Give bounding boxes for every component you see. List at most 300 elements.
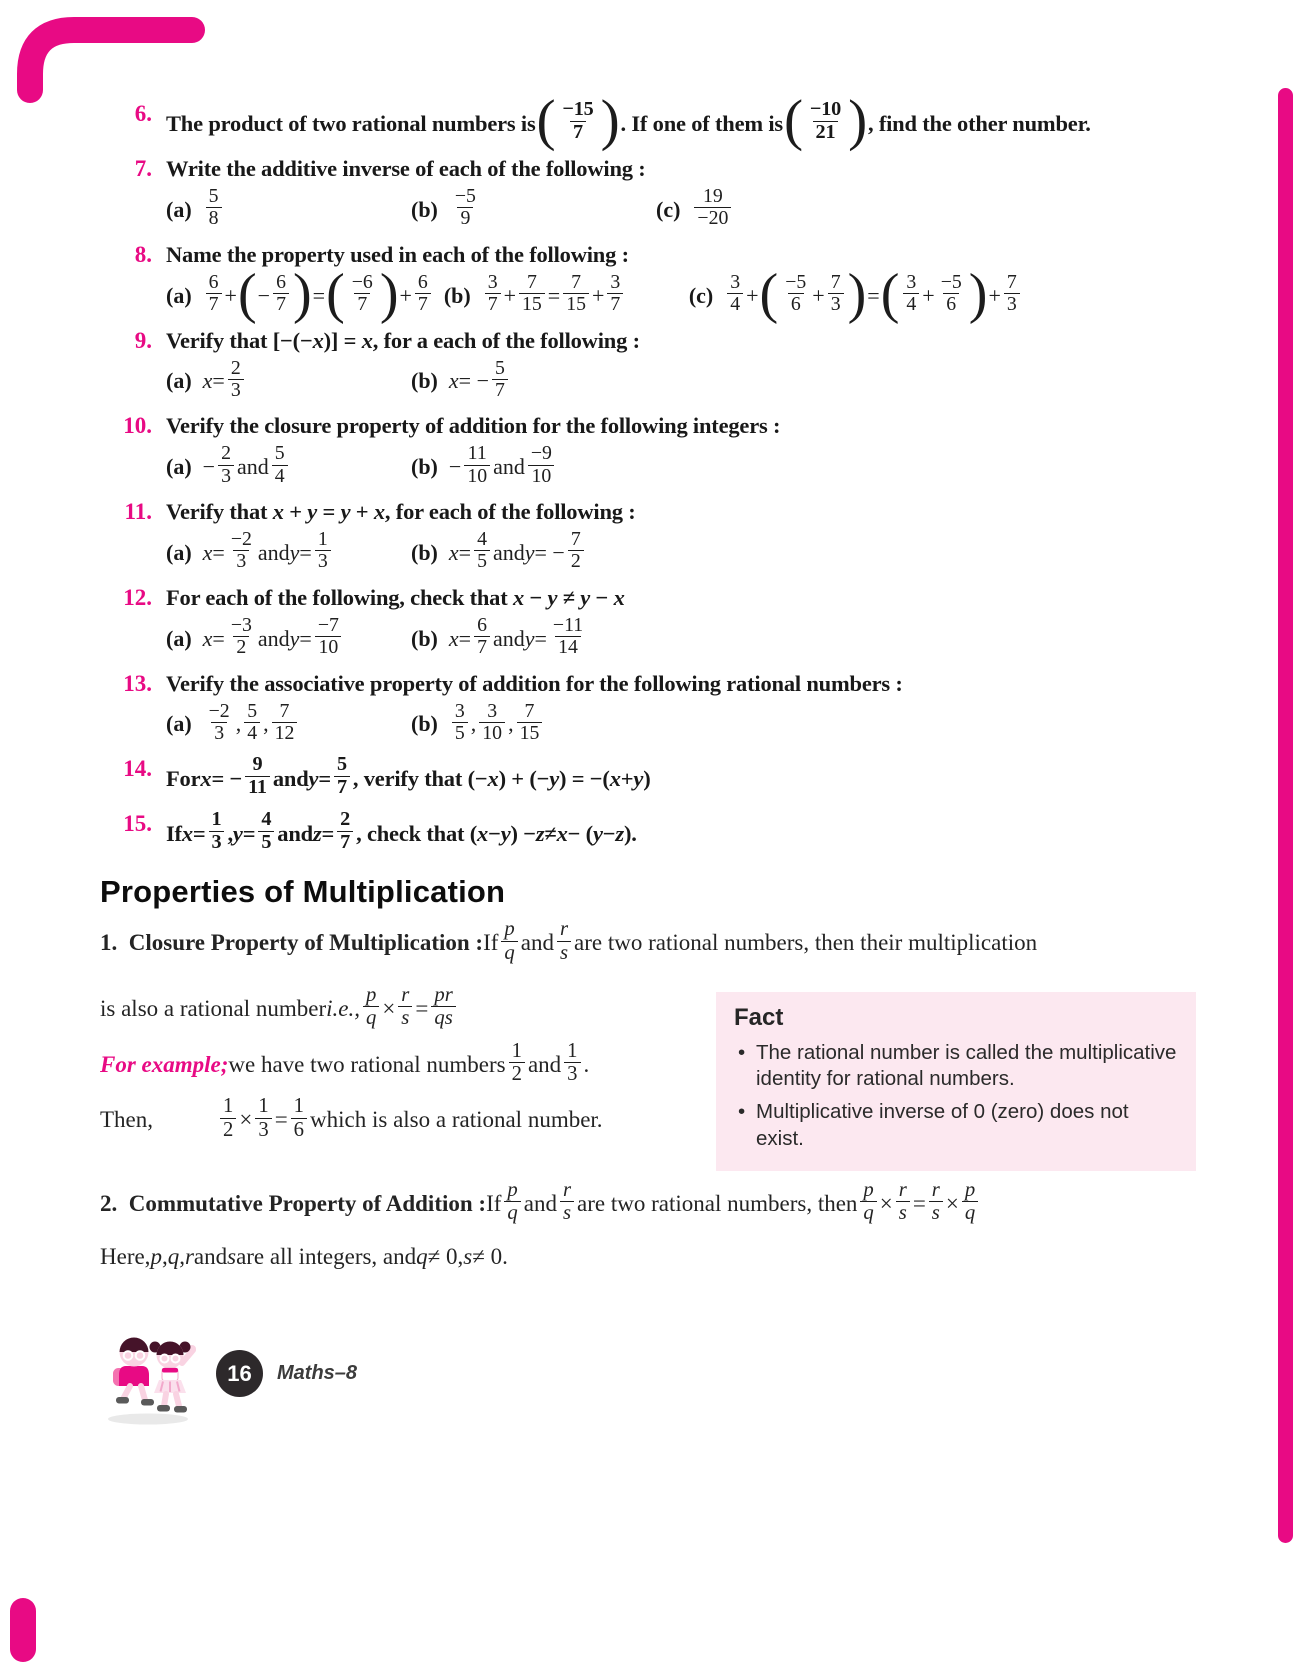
math-text: x bbox=[609, 765, 621, 791]
section-heading: Properties of Multiplication bbox=[100, 874, 506, 910]
math-text: = bbox=[458, 539, 472, 565]
question-content bbox=[166, 241, 1236, 325]
math-text: and bbox=[492, 625, 525, 651]
question-content bbox=[166, 89, 1236, 153]
fraction: −10 21 bbox=[809, 97, 842, 143]
math-text: + bbox=[283, 499, 308, 524]
math-text: , bbox=[263, 711, 269, 737]
question-item bbox=[411, 185, 656, 232]
fraction: 6 7 bbox=[206, 272, 222, 316]
question-item bbox=[411, 613, 656, 661]
math-text: = bbox=[547, 282, 561, 308]
math-text: x bbox=[556, 820, 568, 846]
closure-property-line-1 bbox=[100, 920, 1236, 966]
question-number: 11. bbox=[124, 499, 152, 524]
item-math: 3 4 + ( −5 6 + $\frac{7}{3}$ ) = ( 3 4 + $\frac{-5}{6}$ ) + $\frac{7}{3}$ bbox=[724, 274, 1023, 318]
item-label: (a) bbox=[166, 711, 192, 737]
item-label: (b) bbox=[411, 196, 438, 222]
fraction: $\frac{2}{3}$ bbox=[218, 443, 234, 487]
question-number: 8. bbox=[134, 241, 152, 267]
fact-box bbox=[716, 992, 1196, 1171]
math-text: p bbox=[150, 1243, 162, 1269]
fraction: $\frac{9}{11}$ bbox=[245, 754, 270, 799]
two-column-area bbox=[100, 976, 1236, 1171]
fraction: $\frac{1}{2}$ bbox=[220, 1095, 236, 1141]
question-row bbox=[100, 584, 1236, 661]
page-number-badge: 16 bbox=[216, 1350, 263, 1397]
right-column bbox=[716, 992, 1196, 1171]
fraction: $\frac{-5}{6}$ bbox=[940, 270, 962, 316]
math-text: y bbox=[500, 820, 511, 846]
question-item bbox=[166, 185, 411, 232]
math-text: = bbox=[867, 282, 880, 308]
question-content bbox=[166, 807, 1236, 856]
math-text: , bbox=[235, 711, 242, 737]
math-text: − bbox=[524, 584, 548, 610]
here-integers-line bbox=[100, 1237, 1236, 1277]
math-text: Verify that [−(− bbox=[166, 327, 313, 353]
math-text: and bbox=[520, 930, 554, 956]
math-text: and bbox=[523, 1190, 557, 1216]
question-item bbox=[411, 442, 656, 489]
item-label: (b) bbox=[411, 711, 438, 737]
fraction: $\frac{p}{q}$ bbox=[860, 1179, 876, 1225]
math-text: − bbox=[488, 820, 501, 846]
math-text: y bbox=[633, 765, 644, 791]
item-math bbox=[448, 613, 589, 661]
math-text: ≠ 0, bbox=[427, 1243, 464, 1269]
item-math bbox=[202, 356, 247, 404]
fact-bullet: • Multiplicative inverse of 0 (zero) does not exist. bbox=[756, 1099, 1178, 1151]
fraction: $\frac{11}{10}$ bbox=[464, 443, 490, 487]
math-text: Name the property used in each of the following : bbox=[166, 241, 629, 267]
math-text: are two rational numbers, then bbox=[577, 1190, 858, 1216]
math-text: ≠ 0. bbox=[472, 1243, 508, 1269]
question-content bbox=[166, 498, 1236, 575]
item-math bbox=[482, 270, 627, 318]
math-text: z bbox=[615, 820, 624, 846]
math-text: s bbox=[463, 1243, 473, 1269]
questions bbox=[100, 89, 1236, 856]
math-text: i.e., bbox=[326, 995, 360, 1021]
question-lead: The product of two rational numbers is ( −15 7 ) . If one of them is ( −10 21 ) , find the other number. bbox=[166, 89, 1091, 153]
math-text: + bbox=[922, 282, 935, 308]
item-label: (a) bbox=[166, 454, 192, 480]
math-text: z bbox=[312, 820, 322, 846]
question-lead bbox=[166, 807, 1236, 856]
fraction: $\frac{2}{3}$ bbox=[228, 358, 244, 402]
fraction: 19 −20 bbox=[694, 186, 731, 230]
math-text: and bbox=[236, 454, 269, 480]
math-text: . bbox=[583, 1051, 590, 1077]
item-math: 6 7 + ( − $\frac{6}{7}$ ) = ( −6 7 ) + $\frac{6}{7}$ bbox=[203, 274, 434, 318]
math-text: x bbox=[487, 765, 499, 791]
math-text: = bbox=[274, 1107, 288, 1133]
question-item bbox=[411, 356, 656, 404]
fraction: $\frac{1}{6}$ bbox=[291, 1095, 307, 1141]
math-text: × bbox=[879, 1190, 893, 1216]
fraction: $\frac{r}{s}$ bbox=[929, 1179, 943, 1225]
fraction: −5 9 bbox=[454, 185, 476, 230]
question-number: 7. bbox=[134, 156, 152, 181]
item-math bbox=[448, 528, 587, 575]
math-text: If bbox=[483, 930, 499, 956]
math-text: × bbox=[239, 1107, 253, 1133]
math-text: is also a rational number bbox=[100, 995, 327, 1021]
question-title bbox=[166, 327, 1236, 354]
math-text: y bbox=[592, 820, 603, 846]
math-text: − bbox=[448, 454, 462, 480]
question-item bbox=[166, 442, 411, 489]
question-item bbox=[166, 528, 411, 575]
fraction: −6 7 bbox=[351, 270, 373, 316]
question-row bbox=[100, 155, 1236, 232]
fraction: $\frac{r}{s}$ bbox=[398, 984, 412, 1030]
question-row bbox=[100, 89, 1236, 153]
question-content bbox=[166, 327, 1236, 404]
math-text: = bbox=[242, 820, 256, 846]
math-text: ) − bbox=[510, 820, 536, 846]
math-text: and bbox=[257, 539, 290, 565]
book-title: Maths–8 bbox=[277, 1362, 358, 1385]
item-label: (c) bbox=[688, 282, 714, 308]
question-item bbox=[411, 528, 656, 575]
example-line bbox=[100, 1039, 702, 1088]
math-text: x bbox=[613, 584, 625, 610]
commutative-property-line bbox=[100, 1178, 1236, 1227]
math-text: y bbox=[580, 584, 591, 610]
question-number: 6. bbox=[134, 101, 152, 126]
math-text: 1. Closure Property of Multiplication : bbox=[100, 930, 484, 956]
math-text: Then, bbox=[100, 1107, 154, 1133]
fraction: $\frac{-2}{3}$ bbox=[230, 528, 252, 573]
item-math bbox=[449, 185, 482, 232]
fraction: $\frac{6}{7}$ bbox=[474, 615, 490, 659]
math-text: x bbox=[448, 539, 459, 565]
math-text: Here, bbox=[100, 1243, 151, 1269]
math-text: ) = −( bbox=[559, 765, 610, 791]
math-text: and bbox=[493, 454, 525, 480]
math-text: + bbox=[620, 765, 634, 791]
fraction: r s bbox=[557, 918, 571, 964]
question-items bbox=[166, 442, 1236, 489]
fraction: 3 4 bbox=[903, 272, 919, 316]
left-column bbox=[100, 976, 702, 1153]
math-text: ≠ bbox=[544, 820, 557, 846]
math-text: we have two rational numbers bbox=[228, 1051, 506, 1077]
question-items bbox=[166, 613, 1236, 661]
item-math bbox=[449, 699, 545, 747]
page-footer bbox=[100, 1323, 1236, 1425]
question-item bbox=[411, 699, 656, 747]
fraction: 3 7 bbox=[485, 272, 501, 316]
fraction: $\frac{3}{7}$ bbox=[607, 272, 623, 316]
fraction: −15 7 bbox=[562, 97, 594, 143]
question-number: 15. bbox=[123, 811, 152, 837]
item-label: (a) bbox=[166, 625, 192, 651]
math-text: y bbox=[524, 539, 535, 565]
math-text: , check that ( bbox=[356, 820, 478, 846]
fact-bullet-list bbox=[734, 1040, 1178, 1152]
math-text: q bbox=[167, 1243, 180, 1269]
fact-title: Fact bbox=[734, 1003, 784, 1031]
math-text: − bbox=[590, 584, 614, 610]
question-item bbox=[166, 613, 411, 661]
question-item bbox=[166, 356, 411, 404]
math-text: x bbox=[361, 327, 373, 353]
fraction: $\frac{7}{15}$ bbox=[519, 272, 545, 316]
math-text: = bbox=[415, 995, 429, 1021]
math-text: are two rational numbers, then their multiplication bbox=[574, 930, 1038, 956]
math-text: and bbox=[257, 625, 290, 651]
then-line bbox=[100, 1097, 702, 1143]
fraction: $\frac{-7}{10}$ bbox=[315, 615, 342, 659]
math-text: = − bbox=[458, 368, 489, 394]
math-text: Verify that bbox=[166, 499, 273, 524]
math-text: If bbox=[486, 1190, 502, 1216]
fraction: 1 2 bbox=[509, 1040, 525, 1086]
question-number: 10. bbox=[123, 413, 152, 439]
math-text: and bbox=[492, 539, 525, 565]
math-text: = bbox=[192, 820, 206, 846]
question-items bbox=[166, 185, 1236, 232]
fraction: 3 4 bbox=[727, 272, 743, 316]
math-text: + bbox=[592, 282, 605, 308]
fraction: $\frac{7}{3}$ bbox=[1004, 272, 1020, 316]
math-text: = bbox=[312, 282, 326, 308]
math-text: y bbox=[340, 499, 351, 524]
math-text: are all integers, and bbox=[236, 1243, 417, 1269]
question-items bbox=[166, 699, 1236, 747]
math-text: y bbox=[307, 499, 318, 524]
math-text: Verify the associative property of addition for the following rational numbers : bbox=[166, 670, 903, 696]
question-item bbox=[166, 262, 444, 325]
math-text: y bbox=[289, 625, 300, 651]
question-row bbox=[100, 327, 1236, 404]
fraction: $\frac{1}{3}$ bbox=[255, 1095, 271, 1141]
item-label: (a) bbox=[166, 368, 192, 394]
fraction: $\frac{-11}{14}$ bbox=[552, 613, 584, 659]
math-text: = bbox=[321, 820, 335, 846]
question-item bbox=[656, 185, 901, 232]
fraction: $\frac{4}{5}$ bbox=[474, 529, 490, 573]
math-text: y bbox=[308, 765, 319, 791]
math-text: = bbox=[212, 368, 225, 394]
math-text: q bbox=[416, 1243, 428, 1269]
math-text: x bbox=[272, 499, 284, 524]
question-title bbox=[166, 498, 1236, 525]
math-text: y bbox=[549, 765, 560, 791]
math-text: = bbox=[318, 765, 331, 791]
item-math bbox=[203, 699, 301, 747]
question-item bbox=[443, 270, 689, 318]
math-text: . If one of them is bbox=[620, 110, 783, 136]
math-text: , bbox=[179, 1243, 185, 1269]
math-text: , bbox=[161, 1243, 168, 1269]
math-text: , bbox=[227, 820, 233, 846]
math-text: × bbox=[382, 995, 396, 1021]
question-item bbox=[688, 262, 1033, 325]
math-text: x bbox=[512, 584, 525, 610]
math-text: For example; bbox=[100, 1051, 229, 1077]
math-text: , bbox=[470, 711, 477, 737]
question-number: 13. bbox=[123, 670, 152, 696]
question-title bbox=[166, 155, 1236, 182]
math-text: Verify the closure property of addition for the following integers : bbox=[166, 413, 781, 439]
math-text: − bbox=[257, 282, 271, 308]
math-text: x bbox=[200, 765, 212, 791]
math-text: For bbox=[166, 765, 201, 791]
fraction: $\frac{2}{7}$ bbox=[337, 809, 353, 854]
question-title bbox=[166, 584, 1236, 611]
question-content bbox=[166, 752, 1236, 801]
math-text: ). bbox=[623, 820, 637, 846]
math-text: = bbox=[299, 539, 312, 565]
fraction: −5 6 bbox=[785, 270, 807, 316]
math-text: y bbox=[289, 539, 300, 565]
fraction: $\frac{1}{3}$ bbox=[315, 529, 331, 573]
math-text: Write the additive inverse of each of the following : bbox=[166, 156, 646, 181]
question-row bbox=[100, 752, 1236, 801]
math-text: − bbox=[202, 454, 216, 480]
math-text: z bbox=[535, 820, 545, 846]
math-text: ≠ bbox=[557, 584, 581, 610]
math-text: and bbox=[277, 820, 313, 846]
math-text: and bbox=[193, 1243, 228, 1269]
math-text: and bbox=[527, 1051, 562, 1077]
fraction: $\frac{7}{3}$ bbox=[828, 272, 844, 316]
fraction: $\frac{6}{7}$ bbox=[415, 272, 431, 316]
fraction: −9 10 bbox=[528, 443, 555, 487]
question-number: 12. bbox=[123, 584, 152, 610]
item-label: (a) bbox=[166, 196, 192, 222]
item-label: (b) bbox=[411, 625, 438, 651]
math-text: + bbox=[746, 282, 759, 308]
fraction: $\frac{pr}{qs}$ bbox=[431, 984, 455, 1030]
question-row bbox=[100, 412, 1236, 489]
question-items bbox=[166, 528, 1236, 575]
fraction: $\frac{4}{5}$ bbox=[258, 809, 274, 854]
question-items bbox=[166, 356, 1236, 404]
item-label: (a) bbox=[166, 539, 192, 565]
item-label: (b) bbox=[411, 539, 438, 565]
math-text: = bbox=[912, 1190, 926, 1216]
fraction: 3 10 bbox=[479, 701, 505, 745]
math-text: + bbox=[350, 499, 374, 524]
fraction: 7 12 bbox=[272, 701, 298, 745]
math-text: and bbox=[272, 765, 309, 791]
question-row bbox=[100, 670, 1236, 747]
corner-decoration-bottom-left bbox=[10, 1598, 36, 1662]
question-row bbox=[100, 498, 1236, 575]
math-text: , find the other number. bbox=[867, 110, 1091, 136]
math-text: The product of two rational numbers is bbox=[166, 110, 536, 136]
item-label: (b) bbox=[443, 282, 471, 308]
fraction: $\frac{p}{q}$ bbox=[363, 984, 379, 1030]
fraction: $\frac{r}{s}$ bbox=[896, 1179, 910, 1225]
math-text: + bbox=[399, 282, 412, 308]
math-text: = bbox=[317, 499, 341, 524]
math-text: x bbox=[202, 625, 213, 651]
math-text: x bbox=[202, 368, 213, 394]
math-text: − ( bbox=[567, 820, 593, 846]
math-text: y bbox=[547, 584, 558, 610]
question-content bbox=[166, 670, 1236, 747]
fraction: p q bbox=[501, 918, 517, 964]
item-math bbox=[448, 442, 558, 489]
math-text: = bbox=[212, 539, 225, 565]
question-number: 9. bbox=[134, 327, 152, 353]
math-text: = bbox=[212, 625, 225, 651]
fact-bullet: • The rational number is called the multiplicative identity for rational numbers. bbox=[756, 1040, 1178, 1092]
fraction: 5 8 bbox=[206, 186, 222, 230]
math-text: , for each of the following : bbox=[384, 499, 636, 524]
item-math bbox=[448, 356, 511, 404]
math-text: , verify that (− bbox=[352, 765, 488, 791]
math-text: which is also a rational number. bbox=[310, 1107, 603, 1133]
fraction: 7 15 bbox=[517, 701, 543, 745]
question-title bbox=[166, 670, 1236, 697]
fraction: −2 3 bbox=[208, 699, 230, 744]
math-text: x bbox=[373, 499, 385, 524]
math-text: , for a each of the following : bbox=[372, 327, 640, 353]
fraction: p q bbox=[504, 1179, 520, 1225]
math-text: = bbox=[299, 625, 312, 651]
math-text: + bbox=[812, 282, 825, 308]
fraction: 1 3 bbox=[564, 1040, 580, 1086]
question-title bbox=[166, 412, 1236, 439]
question-item bbox=[166, 699, 411, 747]
math-text: x bbox=[448, 368, 459, 394]
question-content bbox=[166, 412, 1236, 489]
math-text: + bbox=[988, 282, 1001, 308]
item-label: (b) bbox=[411, 368, 438, 394]
question-content bbox=[166, 155, 1236, 232]
item-label: (c) bbox=[656, 196, 681, 222]
math-text: × bbox=[945, 1190, 959, 1216]
item-label: (b) bbox=[411, 454, 438, 480]
closure-property-line-2 bbox=[100, 983, 702, 1032]
fraction: 5 4 bbox=[272, 443, 288, 487]
fraction: $\frac{5}{7}$ bbox=[492, 358, 508, 402]
math-text: + bbox=[503, 282, 517, 308]
item-math bbox=[202, 528, 334, 575]
question-items bbox=[166, 262, 1236, 325]
fraction: $\frac{-3}{2}$ bbox=[230, 613, 252, 659]
fraction: $\frac{6}{7}$ bbox=[273, 272, 289, 316]
kids-illustration bbox=[96, 1323, 214, 1425]
math-text: 2. Commutative Property of Addition : bbox=[100, 1190, 487, 1216]
fraction: $\frac{p}{q}$ bbox=[962, 1179, 978, 1225]
math-text: x bbox=[477, 820, 489, 846]
question-row bbox=[100, 241, 1236, 325]
item-math bbox=[203, 185, 225, 232]
question-content bbox=[166, 584, 1236, 661]
item-label: (a) bbox=[166, 282, 192, 308]
fraction: $\frac{7}{2}$ bbox=[568, 529, 584, 573]
question-row bbox=[100, 807, 1236, 856]
math-text: If bbox=[166, 820, 182, 846]
math-text: , bbox=[508, 711, 514, 737]
math-text: x bbox=[181, 820, 193, 846]
math-text: = − bbox=[534, 539, 565, 565]
math-text: x bbox=[202, 539, 213, 565]
math-text: = − bbox=[211, 765, 243, 791]
fraction: $\frac{1}{3}$ bbox=[209, 809, 225, 854]
question-lead bbox=[166, 752, 1236, 801]
math-text: ) + (− bbox=[498, 765, 550, 791]
math-text: ) bbox=[643, 765, 651, 791]
